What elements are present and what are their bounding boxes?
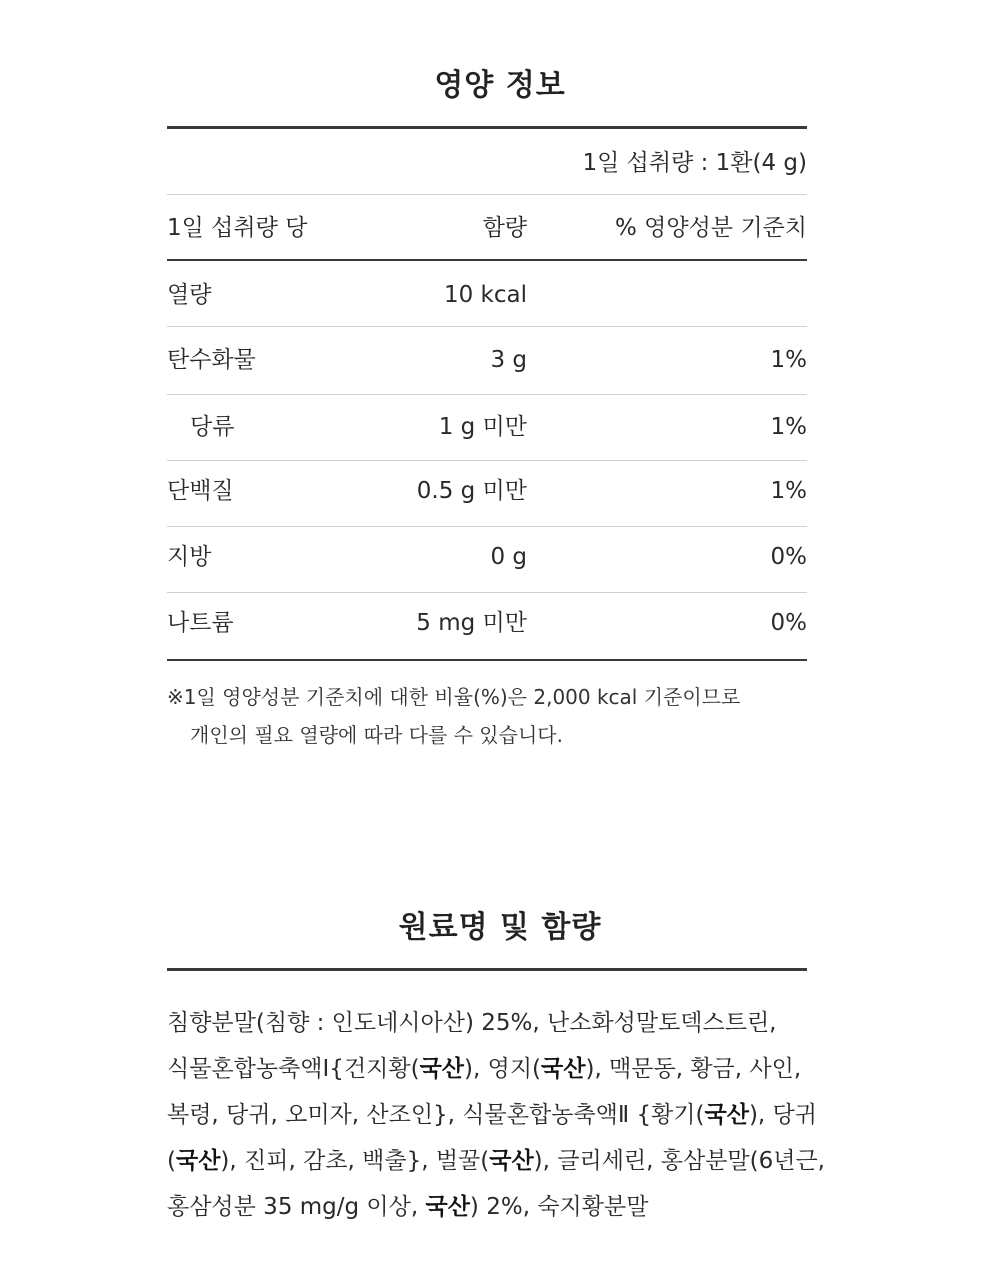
row-amount: 10 kcal bbox=[443, 282, 527, 308]
row-name: 열량 bbox=[167, 282, 212, 308]
ingredient-text: 복령, 당귀, 오미자, 산조인}, 식물혼합농축액Ⅱ {황기( bbox=[167, 1102, 705, 1128]
ingredient-text: 침향분말(침향 : 인도네시아산) 25%, 난소화성말토덱스트린, bbox=[167, 1010, 777, 1036]
header-amount: 함량 bbox=[482, 215, 527, 241]
row-name: 단백질 bbox=[167, 478, 234, 504]
row-name: 당류 bbox=[190, 414, 235, 440]
ingredient-text: ), 당귀 bbox=[748, 1102, 817, 1128]
row-amount: 3 g bbox=[490, 347, 527, 373]
footnote-line: 개인의 필요 열량에 따라 다를 수 있습니다. bbox=[190, 723, 563, 747]
row-divider bbox=[167, 394, 807, 395]
ingredients-line bbox=[167, 1046, 867, 1092]
origin-highlight: 국산 bbox=[425, 1194, 470, 1220]
row-name: 나트륨 bbox=[167, 610, 234, 636]
row-amount: 0.5 g 미만 bbox=[416, 478, 527, 504]
ingredient-text: ( bbox=[167, 1148, 176, 1174]
table-bottom-border bbox=[167, 659, 807, 661]
table-divider bbox=[167, 194, 807, 195]
ingredient-text: 식물혼합농축액Ⅰ{건지황( bbox=[167, 1056, 420, 1082]
table-top-border bbox=[167, 126, 807, 129]
ingredient-text: ), 맥문동, 황금, 사인, bbox=[585, 1056, 802, 1082]
ingredient-text: ), 영지( bbox=[464, 1056, 542, 1082]
row-percent: 0% bbox=[770, 544, 807, 570]
row-percent: 0% bbox=[770, 610, 807, 636]
ingredient-text: 홍삼성분 35 mg/g 이상, bbox=[167, 1194, 426, 1220]
row-divider bbox=[167, 592, 807, 593]
ingredients-line bbox=[167, 1184, 867, 1230]
row-percent: 1% bbox=[770, 414, 807, 440]
row-percent: 1% bbox=[770, 478, 807, 504]
origin-highlight: 국산 bbox=[704, 1102, 749, 1128]
origin-highlight: 국산 bbox=[419, 1056, 465, 1082]
row-name: 지방 bbox=[167, 544, 212, 570]
footnote-line: ※1일 영양성분 기준치에 대한 비율(%)은 2,000 kcal 기준이므로 bbox=[167, 685, 741, 709]
row-divider bbox=[167, 460, 807, 461]
row-name: 탄수화물 bbox=[167, 347, 256, 373]
nutrition-title: 영양 정보 bbox=[434, 68, 566, 103]
row-amount: 0 g bbox=[490, 544, 527, 570]
row-amount: 5 mg 미만 bbox=[416, 610, 527, 636]
serving-size: 1일 섭취량 : 1환(4 g) bbox=[582, 150, 807, 176]
row-divider bbox=[167, 326, 807, 327]
origin-highlight: 국산 bbox=[489, 1148, 534, 1174]
ingredients-border bbox=[167, 968, 807, 971]
header-daily-value: % 영양성분 기준치 bbox=[614, 215, 807, 241]
origin-highlight: 국산 bbox=[541, 1056, 586, 1082]
ingredients-line bbox=[167, 1138, 867, 1184]
origin-highlight: 국산 bbox=[175, 1148, 221, 1174]
ingredients-line bbox=[167, 1092, 867, 1138]
header-border bbox=[167, 259, 807, 261]
ingredient-text: ), 진피, 감초, 백출}, 벌꿀( bbox=[220, 1148, 490, 1174]
ingredient-text: ), 글리세린, 홍삼분말(6년근, bbox=[533, 1148, 825, 1174]
ingredients-text bbox=[167, 1000, 867, 1230]
row-amount: 1 g 미만 bbox=[438, 414, 527, 440]
row-percent: 1% bbox=[770, 347, 807, 373]
ingredients-title: 원료명 및 함량 bbox=[398, 910, 602, 945]
row-divider bbox=[167, 526, 807, 527]
header-per-serving: 1일 섭취량 당 bbox=[167, 215, 308, 241]
ingredient-text: ) 2%, 숙지황분말 bbox=[469, 1194, 649, 1220]
ingredients-line bbox=[167, 1000, 867, 1046]
